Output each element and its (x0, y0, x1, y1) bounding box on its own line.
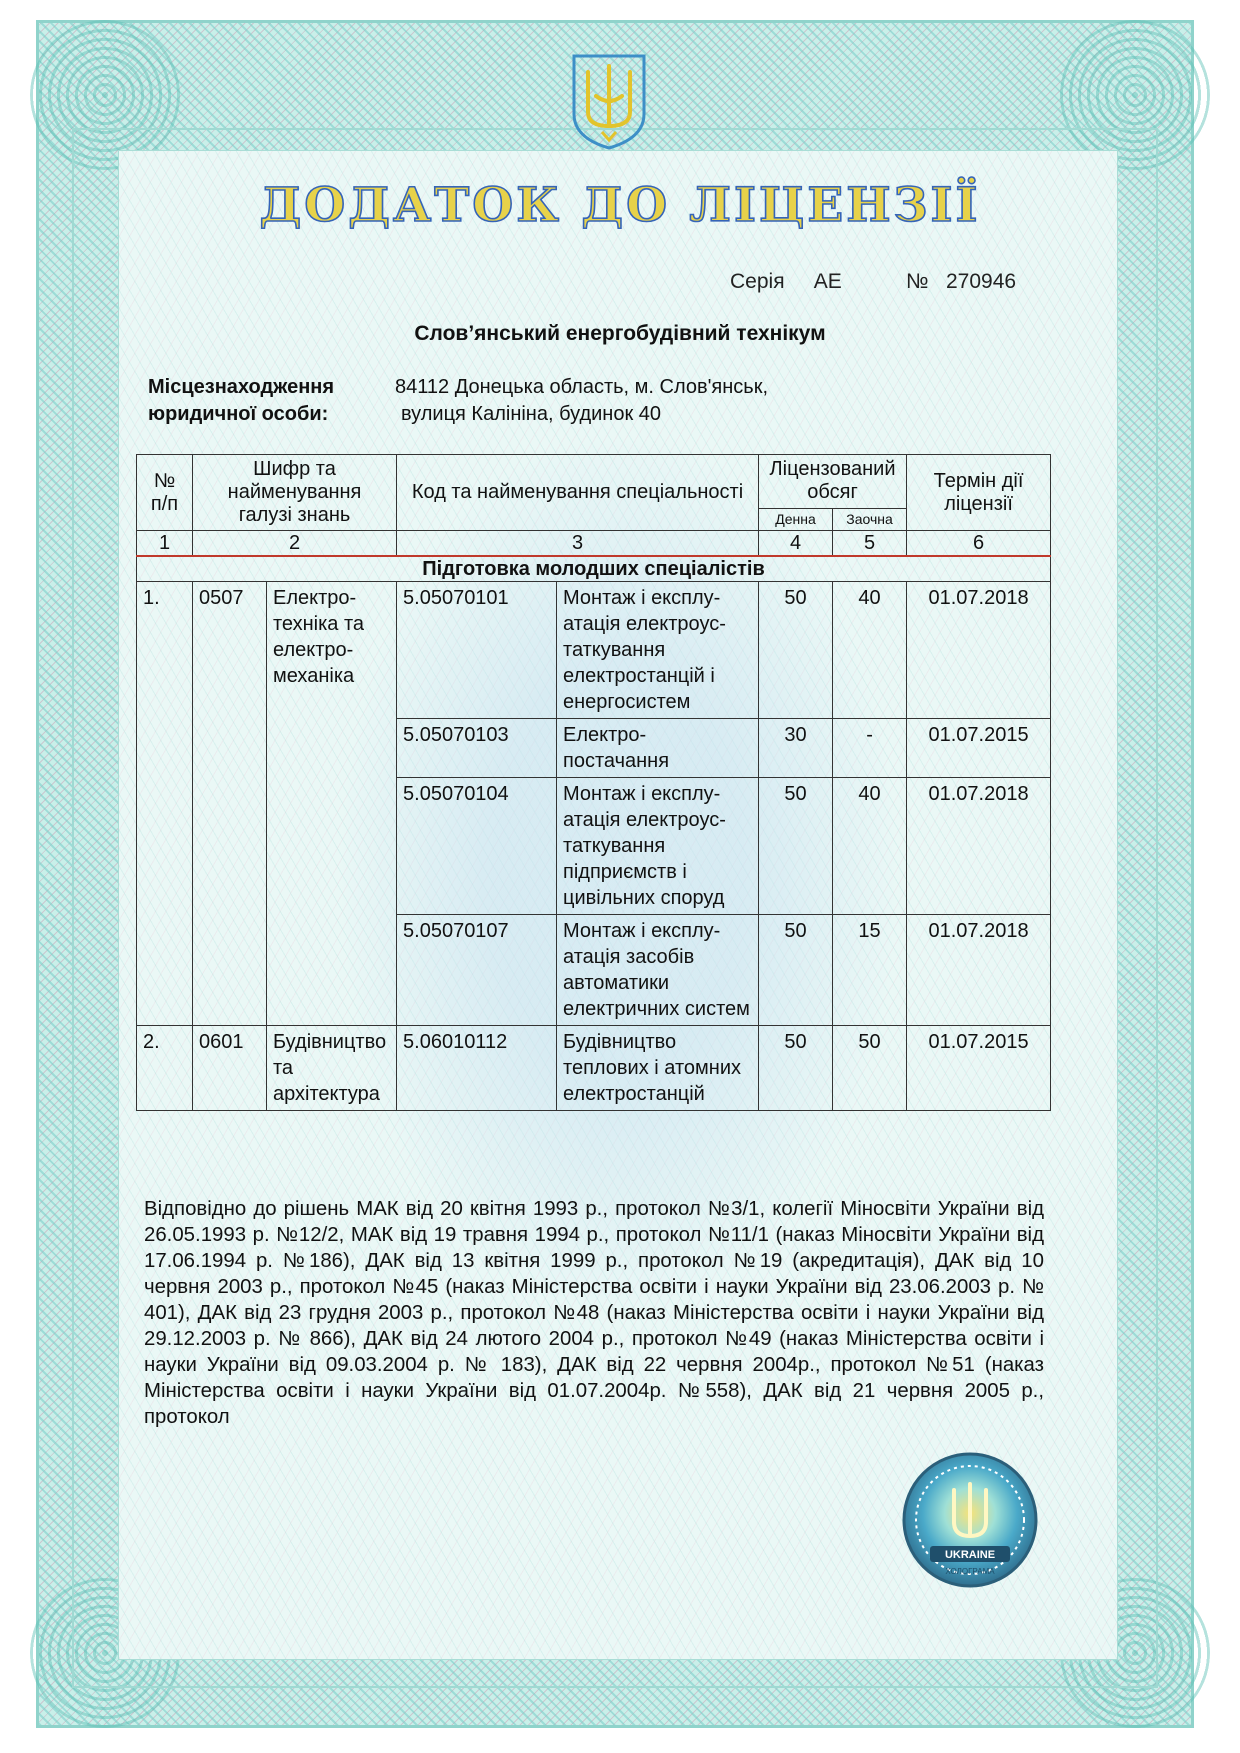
organization-name: Слов’янський енергобудівний технікум (414, 322, 826, 345)
location-label-line: юридичної особи: (148, 403, 329, 425)
column-number: 5 (833, 531, 907, 557)
specialty-name: Монтаж і експлу-атація електроус-таткування підприємств і цивільних споруд (557, 778, 759, 915)
volume-day: 30 (759, 719, 833, 778)
column-numbers-row (137, 531, 1051, 557)
header-volume: Ліцензований обсяг (759, 455, 907, 509)
volume-day: 50 (759, 778, 833, 915)
specialty-code: 5.05070107 (397, 915, 557, 1026)
trident-emblem-icon (566, 52, 652, 150)
location-value (395, 374, 768, 428)
location-label (148, 374, 334, 428)
decision-references-text: Відповідно до рішень МАК від 20 квітня 1993 р., протокол №3/1, колегії Міносвіти України від 26.05.1993 р. №12/2, МАК від 19 травня 1994 р., протокол №11/1 (наказ Міносвіти України від 17.06.1994 р. №186), ДАК від 13 квітня 1999 р., протокол №19 (акредитація), ДАК від 10 червня 2003 р., протокол №45 (наказ Міністерства освіти і науки України від 23.06.2003 р. № 401), ДАК від 23 грудня 2003 р., протокол №48 (наказ Міністерства освіти і науки України від 29.12.2003 р. № 866), ДАК від 24 лютого 2004 р., протокол №49 (наказ Міністерства освіти і науки України від 09.03.2004 р. № 183), ДАК від 22 червня 2004р., протокол №51 (наказ Міністерства освіти і науки України від 01.07.2004р. №558), ДАК від 21 червня 2005 р., протокол (144, 1198, 1044, 1428)
license-table (136, 454, 1051, 1111)
column-number: 1 (137, 531, 193, 557)
specialty-code: 5.05070103 (397, 719, 557, 778)
branch-code: 0601 (193, 1026, 267, 1111)
column-number: 4 (759, 531, 833, 557)
volume-day: 50 (759, 915, 833, 1026)
volume-extramural: 50 (833, 1026, 907, 1111)
column-number: 3 (397, 531, 759, 557)
specialty-code: 5.06010112 (397, 1026, 557, 1111)
volume-extramural: 40 (833, 582, 907, 719)
section-row (137, 556, 1051, 582)
series-value: АЕ (813, 270, 842, 293)
hologram-seal-icon (900, 1450, 1040, 1590)
row-num: 1. (137, 582, 193, 1026)
header-volume-day: Денна (759, 508, 833, 530)
number-value: 270946 (946, 270, 1017, 293)
volume-extramural: 15 (833, 915, 907, 1026)
header-term: Термін дії ліцензії (907, 455, 1051, 531)
volume-day: 50 (759, 582, 833, 719)
number-label: № (905, 270, 929, 293)
specialty-name: Електро-постачання (557, 719, 759, 778)
location-line: вулиця Калініна, будинок 40 (401, 403, 661, 425)
table-row (137, 582, 1051, 719)
specialty-name: Монтаж і експлу-атація електроус-таткування електростанцій і енергосистем (557, 582, 759, 719)
license-term: 01.07.2018 (907, 778, 1051, 915)
license-term: 01.07.2015 (907, 719, 1051, 778)
license-term: 01.07.2018 (907, 915, 1051, 1026)
specialty-code: 5.05070101 (397, 582, 557, 719)
row-num: 2. (137, 1026, 193, 1111)
volume-extramural: 40 (833, 778, 907, 915)
series-number (730, 270, 1016, 294)
table-row (137, 1026, 1051, 1111)
branch-name: Електро-техніка та електро-механіка (267, 582, 397, 1026)
branch-name: Будівництво та архітектура (267, 1026, 397, 1111)
seal-text: ХОЛОГРАМА (945, 1567, 995, 1576)
section-title: Підготовка молодших спеціалістів (137, 556, 1051, 582)
column-number: 2 (193, 531, 397, 557)
specialty-name: Монтаж і експлу-атація засобів автоматики електричних систем (557, 915, 759, 1026)
seal-text: UKRAINE (944, 1549, 996, 1561)
location-label-line: Місцезнаходження (148, 376, 335, 398)
license-term: 01.07.2018 (907, 582, 1051, 719)
table-header-row (137, 455, 1051, 509)
license-term: 01.07.2015 (907, 1026, 1051, 1111)
specialty-code: 5.05070104 (397, 778, 557, 915)
volume-extramural: - (833, 719, 907, 778)
header-specialty: Код та найменування спеціальності (397, 455, 759, 531)
volume-day: 50 (759, 1026, 833, 1111)
column-number: 6 (907, 531, 1051, 557)
branch-code: 0507 (193, 582, 267, 1026)
series-label: Серія (730, 270, 785, 293)
header-num: № п/п (137, 455, 193, 531)
location-line: 84112 Донецька область, м. Слов'янськ, (395, 376, 769, 398)
header-branch: Шифр та найменування галузі знань (193, 455, 397, 531)
header-volume-extramural: Заочна (833, 508, 907, 530)
specialty-name: Будівництво теплових і атомних електростанцій (557, 1026, 759, 1111)
document-title: ДОДАТОК ДО ЛІЦЕНЗІЇ (259, 178, 981, 233)
